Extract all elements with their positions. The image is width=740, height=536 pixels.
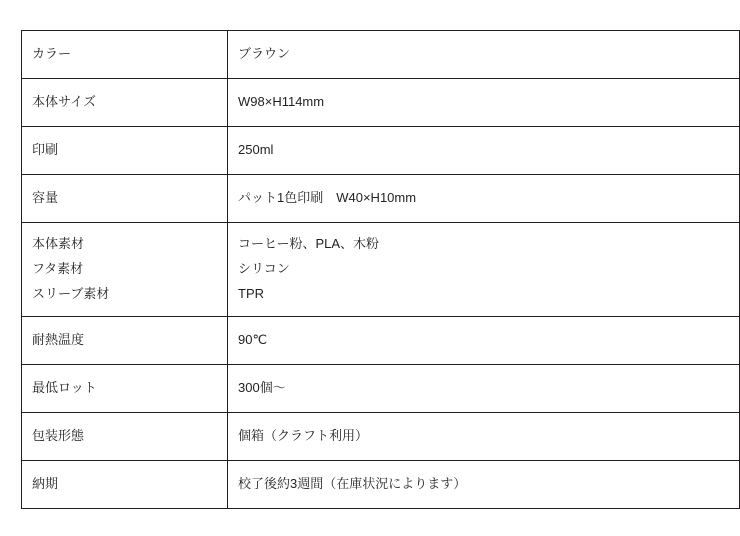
spec-table [21, 30, 740, 509]
spec-label-line: スリーブ素材 [32, 285, 110, 301]
spec-table-body [22, 31, 740, 509]
spec-label-line: 本体素材 [32, 236, 85, 252]
spec-label-cell [22, 317, 228, 365]
spec-label-lines [32, 376, 227, 401]
spec-value-cell [228, 317, 740, 365]
table-row [22, 223, 740, 317]
spec-label-cell [22, 365, 228, 413]
spec-value-cell [228, 365, 740, 413]
spec-label-cell [22, 31, 228, 79]
spec-table-container [21, 30, 719, 509]
spec-value-cell [228, 223, 740, 317]
spec-value-lines [238, 376, 739, 401]
table-row [22, 461, 740, 509]
spec-value-lines [238, 472, 739, 497]
spec-value-lines [238, 90, 739, 115]
spec-label-lines [32, 328, 227, 353]
spec-value-line: パット1色印刷 W40×H10mm [238, 190, 417, 206]
spec-label-lines [32, 138, 227, 163]
spec-label-line: 印刷 [32, 142, 59, 158]
spec-value-line: 校了後約3週間（在庫状況によります） [238, 476, 467, 492]
spec-label-lines [32, 472, 227, 497]
spec-label-cell [22, 413, 228, 461]
spec-label-line: フタ素材 [32, 261, 84, 277]
spec-value-lines [238, 186, 739, 211]
spec-value-cell [228, 31, 740, 79]
spec-value-lines [238, 328, 739, 353]
spec-label-line: カラー [32, 46, 72, 62]
spec-label-cell [22, 461, 228, 509]
spec-value-lines [238, 138, 739, 163]
spec-label-lines [32, 90, 227, 115]
spec-label-cell [22, 175, 228, 223]
spec-value-line: コーヒー粉、PLA、木粉 [238, 236, 380, 252]
spec-value-line: 個箱（クラフト利用） [238, 428, 369, 444]
table-row [22, 31, 740, 79]
spec-value-line: 300個〜 [238, 380, 286, 396]
spec-label-lines [32, 232, 227, 306]
table-row [22, 365, 740, 413]
spec-value-cell [228, 461, 740, 509]
table-row [22, 79, 740, 127]
spec-label-line: 容量 [32, 190, 59, 206]
spec-label-line: 耐熱温度 [32, 332, 85, 348]
spec-value-lines [238, 42, 739, 67]
spec-value-line: 250ml [238, 142, 274, 158]
spec-value-cell [228, 79, 740, 127]
spec-value-lines [238, 232, 739, 306]
spec-value-cell [228, 413, 740, 461]
spec-label-line: 包装形態 [32, 428, 85, 444]
table-row [22, 175, 740, 223]
table-row [22, 317, 740, 365]
table-row [22, 413, 740, 461]
spec-label-line: 最低ロット [32, 380, 97, 396]
spec-label-line: 本体サイズ [32, 94, 96, 110]
spec-label-cell [22, 127, 228, 175]
spec-value-line: 90℃ [238, 332, 268, 348]
spec-value-line: シリコン [238, 261, 290, 277]
spec-value-cell [228, 127, 740, 175]
spec-value-cell [228, 175, 740, 223]
spec-value-line: TPR [238, 285, 264, 301]
spec-value-line: W98×H114mm [238, 94, 325, 110]
spec-label-line: 納期 [32, 476, 59, 492]
spec-label-cell [22, 79, 228, 127]
spec-value-line: ブラウン [238, 46, 291, 62]
spec-label-lines [32, 186, 227, 211]
spec-value-lines [238, 424, 739, 449]
spec-label-cell [22, 223, 228, 317]
table-row [22, 127, 740, 175]
spec-label-lines [32, 424, 227, 449]
spec-label-lines [32, 42, 227, 67]
